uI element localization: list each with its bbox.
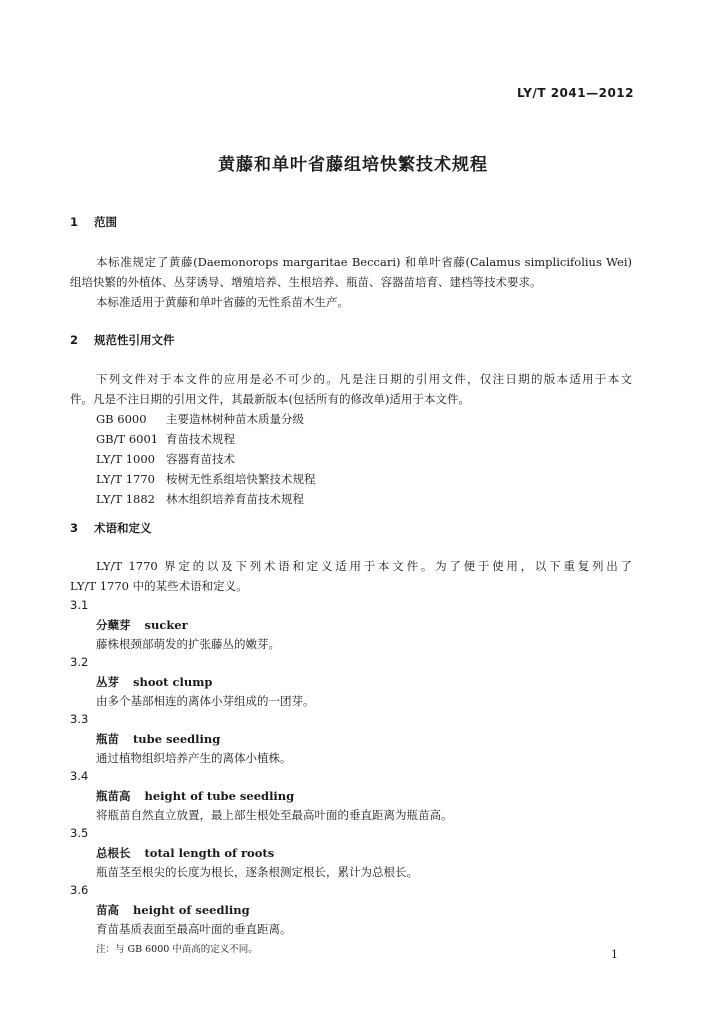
section-1-paragraph-line: 组培快繁的外植体、丛芽诱导、增殖培养、生根培养、瓶苗、容器苗培育、建档等技术要求。: [70, 275, 542, 289]
term-name-zh: 总根长: [96, 846, 131, 860]
reference-item: [96, 451, 235, 467]
term-name-zh: 苗高: [96, 903, 119, 917]
term-number: 3.3: [70, 712, 89, 726]
reference-code: LY/T 1882: [96, 492, 155, 506]
reference-title: 林木组织培养育苗技术规程: [166, 492, 304, 506]
term-name-en: tube seedling: [133, 732, 221, 746]
term-name: [96, 902, 250, 918]
term-name: [96, 788, 294, 804]
term-number: 3.2: [70, 655, 89, 669]
reference-code: LY/T 1770: [96, 472, 155, 486]
section-1-heading: [70, 214, 117, 230]
reference-title: 容器育苗技术: [166, 452, 235, 466]
section-2-paragraph-line: 下列文件对于本文件的应用是必不可少的。凡是注日期的引用文件，仅注日期的版本适用于本文: [96, 372, 632, 386]
page-number: 1: [611, 948, 618, 961]
reference-title: 育苗技术规程: [166, 432, 235, 446]
section-number: 1: [70, 215, 79, 229]
section-title: 术语和定义: [94, 521, 152, 535]
document-title: 黄藤和单叶省藤组培快繁技术规程: [218, 155, 488, 175]
term-number: 3.1: [70, 598, 89, 612]
section-number: 3: [70, 521, 79, 535]
section-title: 规范性引用文件: [94, 333, 175, 347]
standard-code: LY/T 2041—2012: [516, 86, 634, 100]
reference-code: GB/T 6001: [96, 432, 159, 446]
section-title: 范围: [94, 215, 117, 229]
reference-code: GB 6000: [96, 412, 147, 426]
term-number: 3.4: [70, 769, 89, 783]
term-name-en: sucker: [144, 618, 188, 632]
term-definition: 瓶苗茎至根尖的长度为根长，逐条根测定根长，累计为总根长。: [96, 865, 418, 879]
section-1-paragraph: 本标准适用于黄藤和单叶省藤的无性系苗木生产。: [96, 295, 349, 309]
section-3-heading: [70, 520, 152, 536]
section-3-intro-line: LY/T 1770 中的某些术语和定义。: [70, 579, 248, 593]
section-3-intro-line: LY/T 1770 界定的以及下列术语和定义适用于本文件。为了便于使用，以下重复列出了: [96, 559, 632, 573]
term-definition: 藤株根颈部萌发的扩张藤丛的嫩芽。: [96, 637, 280, 651]
term-name-zh: 瓶苗: [96, 732, 119, 746]
term-name: [96, 845, 274, 861]
section-2-paragraph-line: 件。凡是不注日期的引用文件，其最新版本(包括所有的修改单)适用于本文件。: [70, 392, 470, 406]
reference-item: [96, 471, 316, 487]
term-definition: 由多个基部相连的离体小芽组成的一团芽。: [96, 694, 315, 708]
section-1-paragraph-line: 本标准规定了黄藤(Daemonorops margaritae Beccari) 和单叶省藤(Calamus simplicifolius Wei): [96, 255, 632, 269]
term-name: [96, 674, 212, 690]
term-name-en: shoot clump: [133, 675, 213, 689]
term-name-zh: 分蘖芽: [96, 618, 131, 632]
term-definition: 通过植物组织培养产生的离体小植株。: [96, 751, 292, 765]
term-number: 3.5: [70, 826, 89, 840]
term-name-en: height of seedling: [133, 903, 250, 917]
term-definition: 将瓶苗自然直立放置，最上部生根处至最高叶面的垂直距离为瓶苗高。: [96, 808, 453, 822]
reference-item: [96, 431, 235, 447]
term-name-zh: 瓶苗高: [96, 789, 131, 803]
term-number: 3.6: [70, 883, 89, 897]
term-note: 注：与 GB 6000 中苗高的定义不同。: [96, 944, 258, 955]
section-2-heading: [70, 332, 175, 348]
reference-code: LY/T 1000: [96, 452, 155, 466]
term-name: [96, 617, 188, 633]
reference-title: 主要造林树种苗木质量分级: [166, 412, 304, 426]
term-name-en: height of tube seedling: [144, 789, 295, 803]
reference-item: [96, 411, 304, 427]
reference-title: 桉树无性系组培快繁技术规程: [166, 472, 316, 486]
term-definition: 育苗基质表面至最高叶面的垂直距离。: [96, 922, 292, 936]
term-name-en: total length of roots: [144, 846, 275, 860]
reference-item: [96, 491, 304, 507]
term-name: [96, 731, 220, 747]
term-name-zh: 丛芽: [96, 675, 119, 689]
section-number: 2: [70, 333, 79, 347]
